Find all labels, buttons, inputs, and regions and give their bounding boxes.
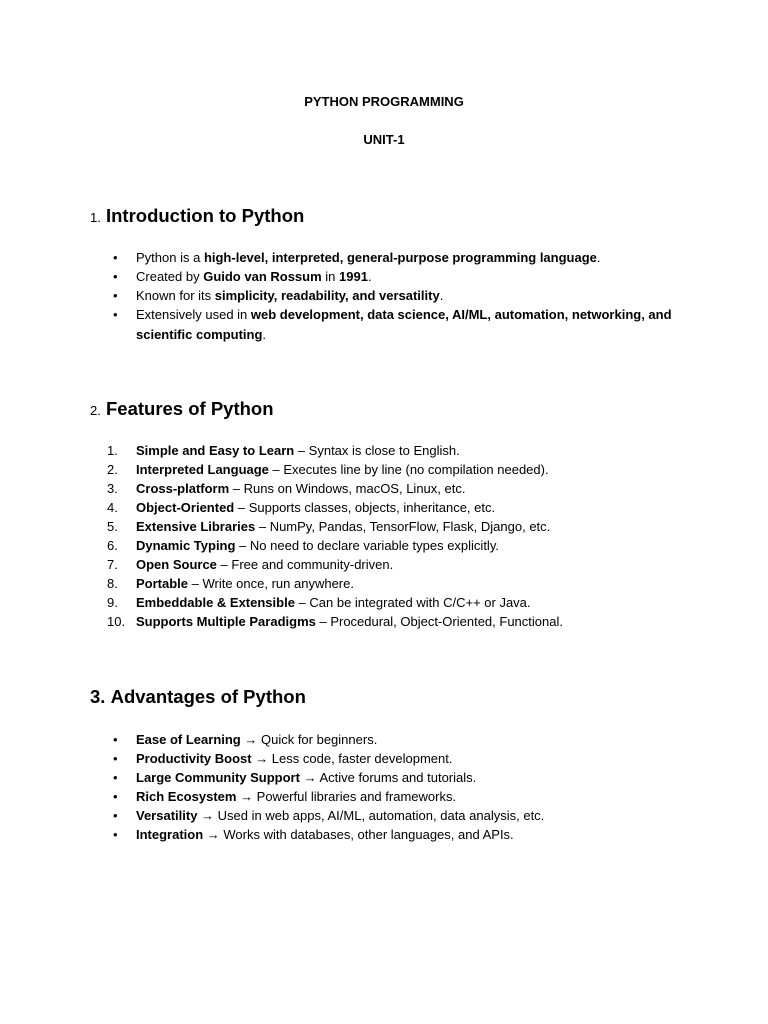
list-item: • Rich Ecosystem → Powerful libraries and frameworks. (0, 787, 676, 806)
list-item: • Known for its simplicity, readability, and versatility. (0, 286, 676, 305)
list-item: 7. Open Source – Free and community-driven. (107, 557, 394, 572)
unit-label: UNIT-1 (363, 132, 405, 147)
section-title: Introduction to Python (105, 205, 305, 226)
list-item: 5. Extensive Libraries – NumPy, Pandas, TensorFlow, Flask, Django, etc. (107, 519, 551, 534)
list-item: • Productivity Boost → Less code, faster development. (0, 749, 676, 768)
list-item: 10. Supports Multiple Paradigms – Procedural, Object-Oriented, Functional. (107, 614, 563, 629)
list-item: 3. Cross-platform – Runs on Windows, macOS, Linux, etc. (107, 481, 466, 496)
list-item: 9. Embeddable & Extensible – Can be integrated with C/C++ or Java. (107, 595, 531, 610)
section-title: Features of Python (105, 398, 274, 419)
section-heading-introduction (90, 205, 304, 227)
list-item: 8. Portable – Write once, run anywhere. (107, 576, 354, 591)
list-item: • Ease of Learning → Quick for beginners. (0, 730, 676, 749)
list-item: 4. Object-Oriented – Supports classes, objects, inheritance, etc. (107, 500, 496, 515)
list-item: 6. Dynamic Typing – No need to declare variable types explicitly. (107, 538, 499, 553)
list-item: • Created by Guido van Rossum in 1991. (0, 267, 676, 286)
list-item: 1. Simple and Easy to Learn – Syntax is close to English. (107, 443, 460, 458)
list-item: 2. Interpreted Language – Executes line by line (no compilation needed). (107, 462, 549, 477)
section-title: Advantages of Python (110, 686, 306, 707)
list-item: • Extensively used in web development, data science, AI/ML, automation, networking, and scientific computing. (0, 305, 676, 345)
list-item: • Large Community Support → Active forums and tutorials. (0, 768, 676, 787)
section-heading-features (90, 398, 274, 420)
list-item: • Integration → Works with databases, other languages, and APIs. (0, 825, 676, 844)
advantages-list (0, 730, 676, 844)
list-item: • Python is a high-level, interpreted, general-purpose programming language. (0, 248, 676, 267)
section-number: 2. (90, 403, 101, 418)
document-title: PYTHON PROGRAMMING (304, 94, 464, 109)
features-list (0, 441, 676, 631)
section-heading-advantages (90, 686, 306, 708)
section-number: 1. (90, 210, 101, 225)
introduction-list (0, 248, 676, 345)
list-item: • Versatility → Used in web apps, AI/ML, automation, data analysis, etc. (0, 806, 676, 825)
section-number: 3. (90, 686, 106, 707)
